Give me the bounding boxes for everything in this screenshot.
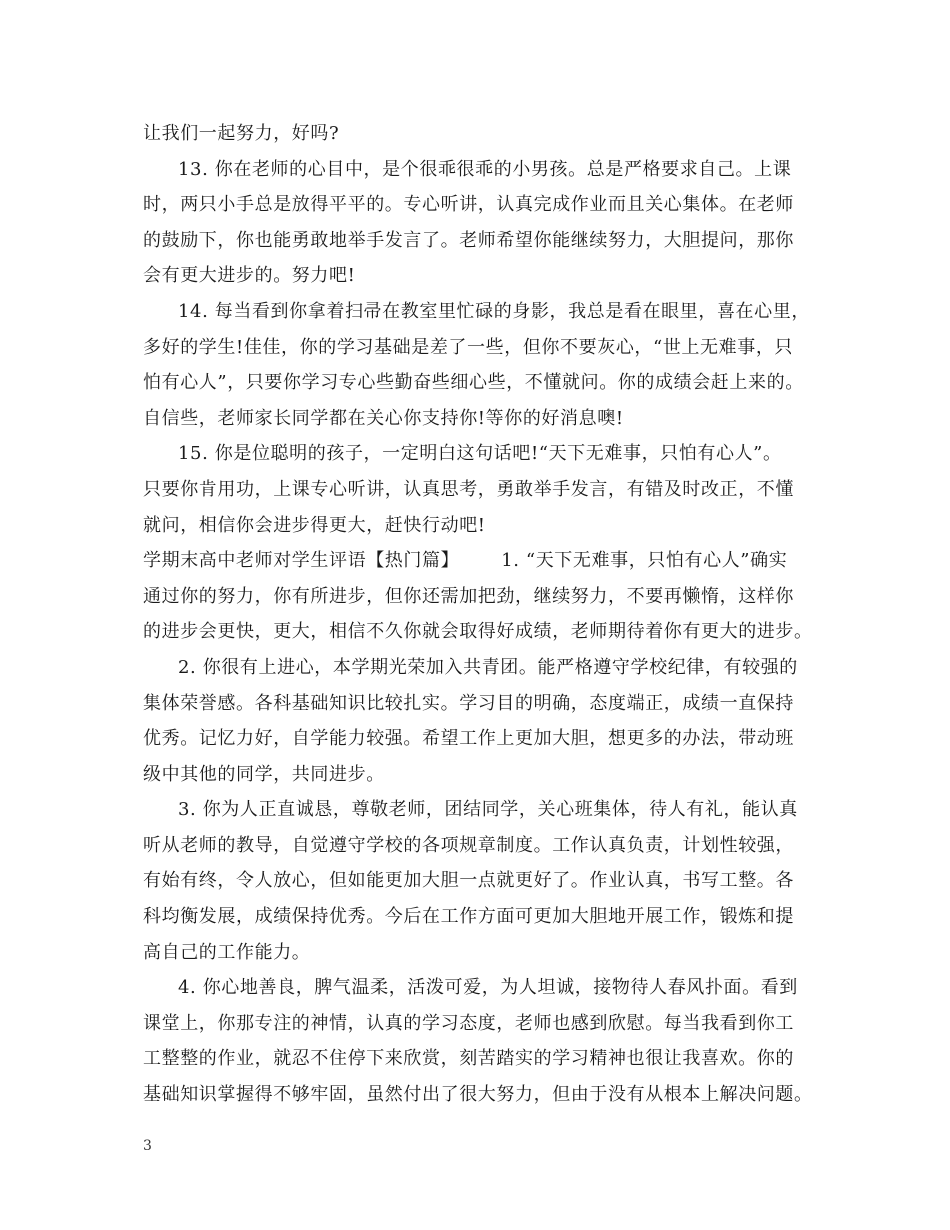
text-line: 基础知识掌握得不够牢固，虽然付出了很大努力，但由于没有从根本上解决问题。 <box>143 1084 813 1106</box>
text-line: 3. 你为人正直诚恳，尊敬老师，团结同学，关心班集体，待人有礼，能认真 <box>178 799 798 821</box>
text-line: 集体荣誉感。各科基础知识比较扎实。学习目的明确，态度端正，成绩一直保持 <box>143 692 794 714</box>
text-line: 听从老师的教导，自觉遵守学校的各项规章制度。工作认真负责，计划性较强， <box>143 834 794 856</box>
text-line: 怕有心人”，只要你学习专心些勤奋些细心些，不懂就问。你的成绩会赶上来的。 <box>143 372 804 394</box>
text-line: 自信些，老师家长同学都在关心你支持你!等你的好消息噢! <box>143 407 624 429</box>
text-line: 的鼓励下，你也能勇敢地举手发言了。老师希望你能继续努力，大胆提问，那你 <box>143 229 794 251</box>
text-line: 时，两只小手总是放得平平的。专心听讲，认真完成作业而且关心集体。在老师 <box>143 194 794 216</box>
section-heading-line <box>143 543 815 579</box>
text-line: 让我们一起努力，好吗? <box>143 123 340 144</box>
text-line: 课堂上，你那专注的神情，认真的学习态度，老师也感到欣慰。每当我看到你工 <box>143 1012 794 1034</box>
text-line: 会有更大进步的。努力吧! <box>143 265 356 287</box>
text-line: 优秀。记忆力好，自学能力较强。希望工作上更加大胆，想更多的办法，带动班 <box>143 728 794 750</box>
text-line: 工整整的作业，就忍不住停下来欣赏，刻苦踏实的学习精神也很让我喜欢。你的 <box>143 1048 794 1070</box>
heading-paragraph-start: 1. “天下无难事，只怕有心人”确实 <box>501 550 788 572</box>
text-line: 通过你的努力，你有所进步，但你还需加把劲，继续努力，不要再懒惰，这样你 <box>143 585 794 607</box>
text-line: 13. 你在老师的心目中，是个很乖很乖的小男孩。总是严格要求自己。上课 <box>178 158 792 180</box>
text-line: 15. 你是位聪明的孩子，一定明白这句话吧!“天下无难事，只怕有心人”。 <box>178 443 782 465</box>
document-body <box>143 116 815 1113</box>
text-line: 高自己的工作能力。 <box>143 941 311 963</box>
text-line: 2. 你很有上进心，本学期光荣加入共青团。能严格遵守学校纪律，有较强的 <box>178 656 798 678</box>
paragraphs-after-heading <box>143 579 815 1113</box>
section-heading: 学期末高中老师对学生评语【热门篇】 <box>143 550 460 572</box>
text-line: 有始有终，令人放心，但如能更加大胆一点就更好了。作业认真，书写工整。各 <box>143 870 794 892</box>
text-line: 4. 你心地善良，脾气温柔，活泼可爱，为人坦诚，接物待人春风扑面。看到 <box>178 977 798 999</box>
text-line: 14. 每当看到你拿着扫帚在教室里忙碌的身影，我总是看在眼里，喜在心里， <box>178 300 810 322</box>
paragraphs-before-heading <box>143 116 815 543</box>
text-line: 只要你肯用功，上课专心听讲，认真思考，勇敢举手发言，有错及时改正，不懂 <box>143 478 794 500</box>
text-line: 级中其他的同学，共同进步。 <box>143 763 385 785</box>
text-line: 的进步会更快，更大，相信不久你就会取得好成绩，老师期待着你有更大的进步。 <box>143 621 813 643</box>
text-line: 多好的学生!佳佳，你的学习基础是差了一些，但你不要灰心，“世上无难事，只 <box>143 336 794 358</box>
page-number: 3 <box>143 1138 152 1154</box>
text-line: 就问，相信你会进步得更大，赶快行动吧! <box>143 514 486 536</box>
text-line: 科均衡发展，成绩保持优秀。今后在工作方面可更加大胆地开展工作，锻炼和提 <box>143 906 794 928</box>
